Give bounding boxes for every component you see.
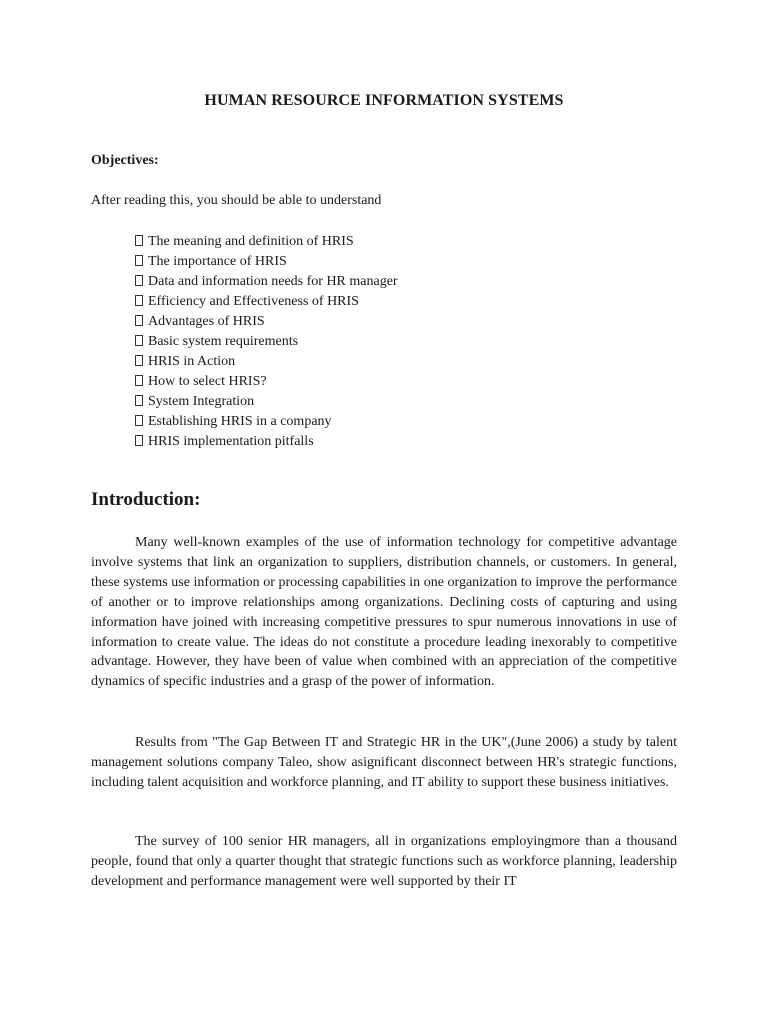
list-item (135, 332, 398, 352)
document-title: HUMAN RESOURCE INFORMATION SYSTEMS (204, 92, 564, 109)
list-item (135, 252, 398, 272)
list-item (135, 432, 398, 452)
list-item-text: Advantages of HRIS (148, 314, 265, 329)
square-bullet-icon (135, 275, 143, 286)
list-item (135, 352, 398, 372)
list-item (135, 392, 398, 412)
list-item-text: Data and information needs for HR manager (148, 274, 398, 289)
list-item-text: Efficiency and Effectiveness of HRIS (148, 294, 359, 309)
paragraph-survey: The survey of 100 senior HR managers, all in organizations employingmore than a thousand people, found that only a quarter thought that strategic functions such as workforce planning, leadership development and performance management were well supported by their IT (91, 834, 677, 889)
list-item-text: System Integration (148, 394, 255, 409)
square-bullet-icon (135, 415, 143, 426)
list-item-text: How to select HRIS? (148, 374, 267, 389)
square-bullet-icon (135, 235, 143, 246)
paragraph-competitive-advantage: Many well-known examples of the use of information technology for competitive advantage involve systems that link an organization to suppliers, distribution channels, or customers. In general, these systems use information or processing capabilities in one organization to improve the performance of another or to improve relationships among organizations. Declining costs of capturing and using information have joined with increasing competitive pressures to spur numerous innovations in use of information to create value. The ideas do not constitute a procedure leading inexorably to competitive advantage. However, they have been of value when combined with an appreciation of the competitive dynamics of specific industries and a grasp of the power of information. (91, 535, 677, 690)
list-item (135, 232, 398, 252)
list-item (135, 372, 398, 392)
list-item-text: HRIS implementation pitfalls (148, 434, 314, 449)
list-item-text: Establishing HRIS in a company (148, 414, 332, 429)
list-item (135, 292, 398, 312)
list-item (135, 312, 398, 332)
list-item (135, 412, 398, 432)
square-bullet-icon (135, 315, 143, 326)
objectives-heading: Objectives: (91, 153, 159, 168)
square-bullet-icon (135, 355, 143, 366)
square-bullet-icon (135, 375, 143, 386)
square-bullet-icon (135, 395, 143, 406)
square-bullet-icon (135, 255, 143, 266)
list-item-text: Basic system requirements (148, 334, 299, 349)
introduction-heading: Introduction: (91, 489, 201, 510)
list-item-text: The meaning and definition of HRIS (148, 234, 354, 249)
objectives-list (135, 232, 398, 452)
paragraph-gap-study: Results from "The Gap Between IT and Strategic HR in the UK",(June 2006) a study by talent management solutions company Taleo, show asignificant disconnect between HR's strategic functions, including talent acquisition and workforce planning, and IT ability to support these business initiatives. (91, 735, 677, 790)
objectives-intro: After reading this, you should be able to understand (91, 193, 382, 208)
list-item-text: HRIS in Action (148, 354, 236, 369)
square-bullet-icon (135, 335, 143, 346)
square-bullet-icon (135, 435, 143, 446)
square-bullet-icon (135, 295, 143, 306)
list-item-text: The importance of HRIS (148, 254, 287, 269)
list-item (135, 272, 398, 292)
